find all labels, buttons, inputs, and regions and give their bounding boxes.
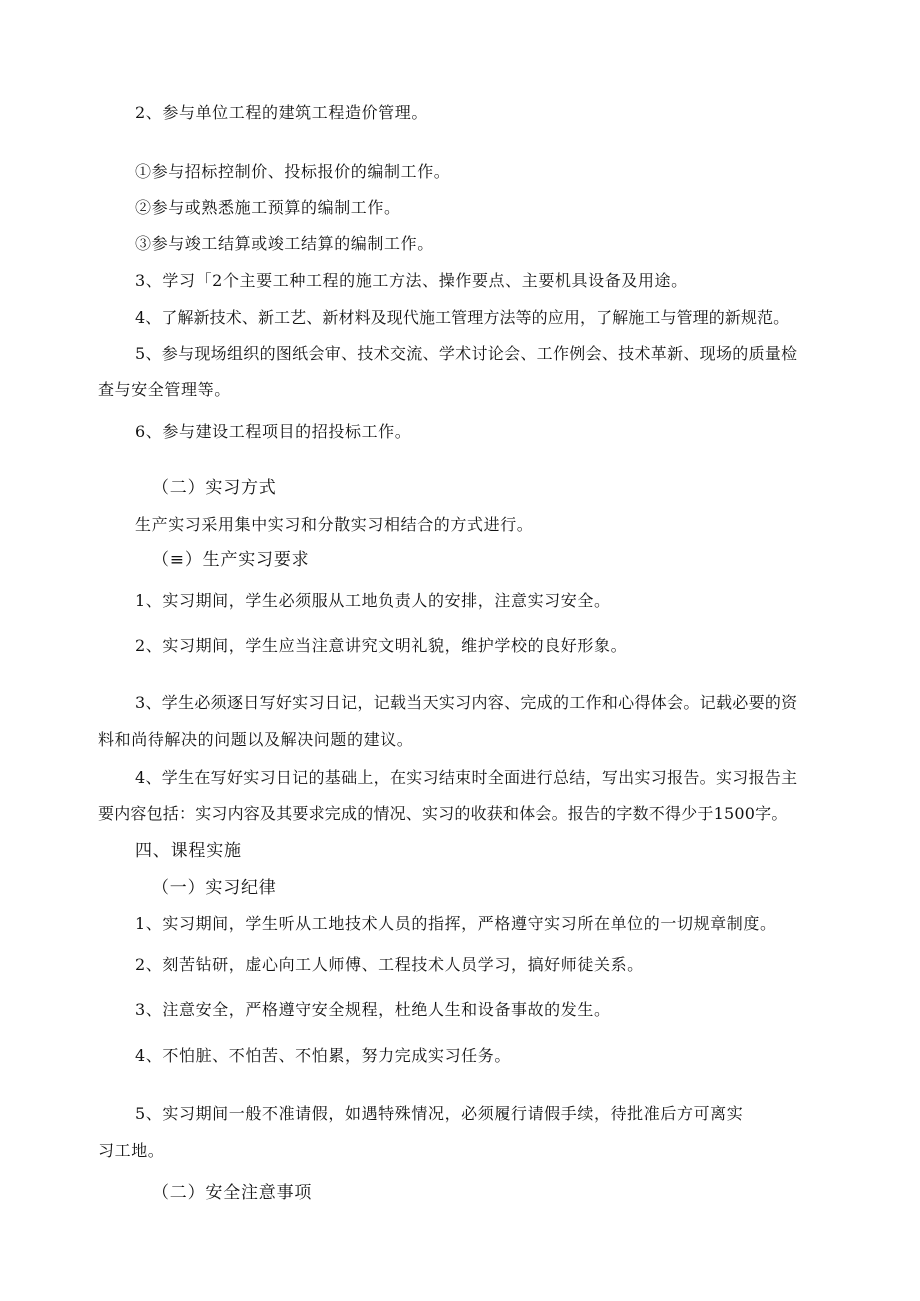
text-line: 5、实习期间一般不准请假，如遇特殊情况，必须履行请假手续，待批准后方可离实: [135, 1104, 744, 1123]
text-line: 4、不怕脏、不怕苦、不怕累，努力完成实习任务。: [135, 1046, 511, 1065]
text-line: 1、实习期间，学生听从工地技术人员的指挥，严格遵守实习所在单位的一切规章制度。: [135, 914, 777, 933]
text-line: 2、刻苦钻研，虚心向工人师傅、工程技术人员学习，搞好师徒关系。: [135, 955, 644, 974]
text-line: 料和尚待解决的问题以及解决问题的建议。: [98, 730, 414, 749]
text-line: 3、注意安全，严格遵守安全规程，杜绝人生和设备事故的发生。: [135, 1000, 611, 1019]
text-line: 5、参与现场组织的图纸会审、技术交流、学术讨论会、工作例会、技术革新、现场的质量检: [135, 344, 798, 363]
section-heading: 四、课程实施: [135, 841, 242, 861]
text-line: 习工地。: [98, 1141, 165, 1160]
text-line: 2、实习期间，学生应当注意讲究文明礼貌，维护学校的良好形象。: [135, 636, 628, 655]
text-line: ①参与招标控制价、投标报价的编制工作。: [135, 162, 451, 181]
text-line: 2、参与单位工程的建筑工程造价管理。: [135, 103, 428, 122]
section-heading: （二）实习方式: [152, 478, 277, 498]
text-line: ②参与或熟悉施工预算的编制工作。: [135, 198, 401, 217]
text-line: 4、学生在写好实习日记的基础上，在实习结束时全面进行总结，写出实习报告。实习报告主: [135, 768, 798, 787]
text-line: 3、学习「2个主要工种工程的施工方法、操作要点、主要机具设备及用途。: [135, 271, 688, 290]
text-line: 生产实习采用集中实习和分散实习相结合的方式进行。: [135, 515, 534, 534]
text-line: 1、实习期间，学生必须服从工地负责人的安排，注意实习安全。: [135, 591, 611, 610]
text-line: 6、参与建设工程项目的招投标工作。: [135, 422, 412, 441]
section-heading: （≡）生产实习要求: [152, 550, 310, 570]
text-line: 4、了解新技术、新工艺、新材料及现代施工管理方法等的应用，了解施工与管理的新规范。: [135, 308, 790, 327]
text-line: ③参与竣工结算或竣工结算的编制工作。: [135, 234, 434, 253]
section-heading: （一）实习纪律: [152, 878, 277, 898]
section-heading: （二）安全注意事项: [152, 1183, 313, 1203]
text-line: 3、学生必须逐日写好实习日记，记载当天实习内容、完成的工作和心得体会。记载必要的资: [135, 693, 798, 712]
text-line: 要内容包括：实习内容及其要求完成的情况、实习的收获和体会。报告的字数不得少于1500字。: [98, 804, 788, 823]
text-line: 查与安全管理等。: [98, 380, 231, 399]
